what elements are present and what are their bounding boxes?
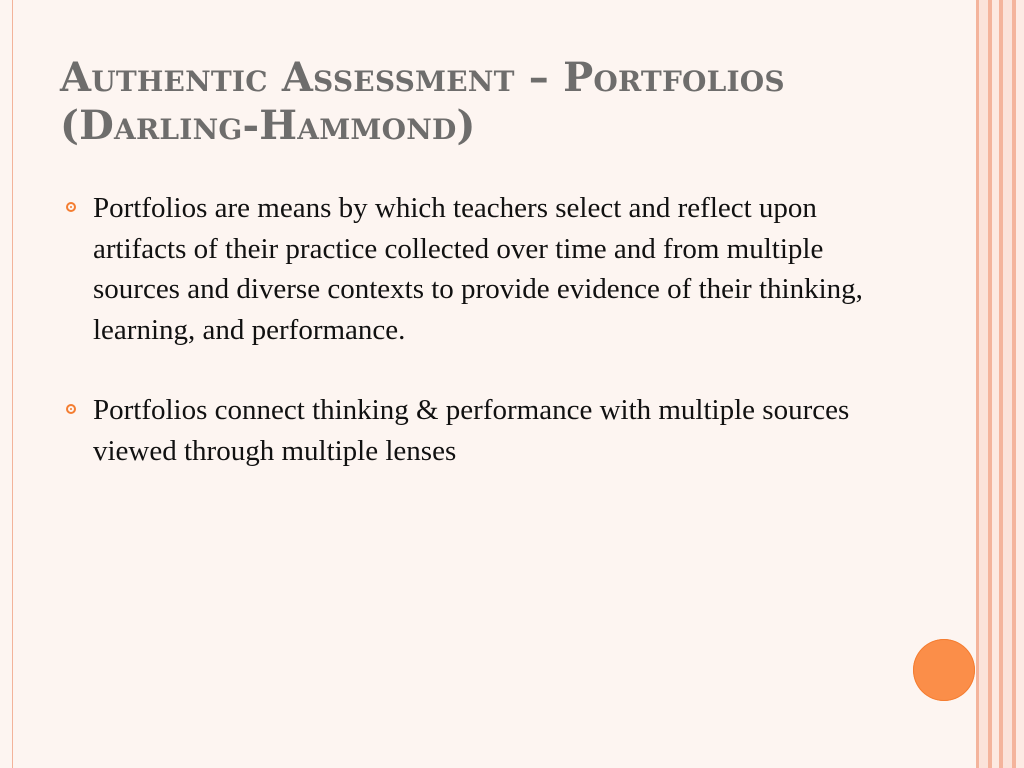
stripe-8 [1016,0,1024,768]
bullet-item-1 [62,188,882,350]
title-line-2: (Darling-Hammond) [60,102,476,149]
stripe-2 [979,0,988,768]
orange-circle-icon [913,639,975,701]
stripe-4 [992,0,999,768]
circle-bullet-icon [66,202,76,212]
title-line-1: Authentic Assessment – Portfolios [60,54,785,101]
bullet-item-2 [62,390,882,471]
bullet-text-1: Portfolios are means by which teachers select and reflect upon artifacts of their practice collected over time and from multiple sources and diverse contexts to provide evidence of their thinking, learning, and performance. [93,192,863,346]
circle-bullet-icon [66,404,76,414]
stripe-6 [1003,0,1012,768]
bullet-text-2: Portfolios connect thinking & performance with multiple sources viewed through multiple lenses [93,394,850,467]
slide-content [62,188,882,512]
left-border-line [12,0,13,768]
right-stripe-decoration [976,0,1024,768]
slide-title [60,54,900,150]
